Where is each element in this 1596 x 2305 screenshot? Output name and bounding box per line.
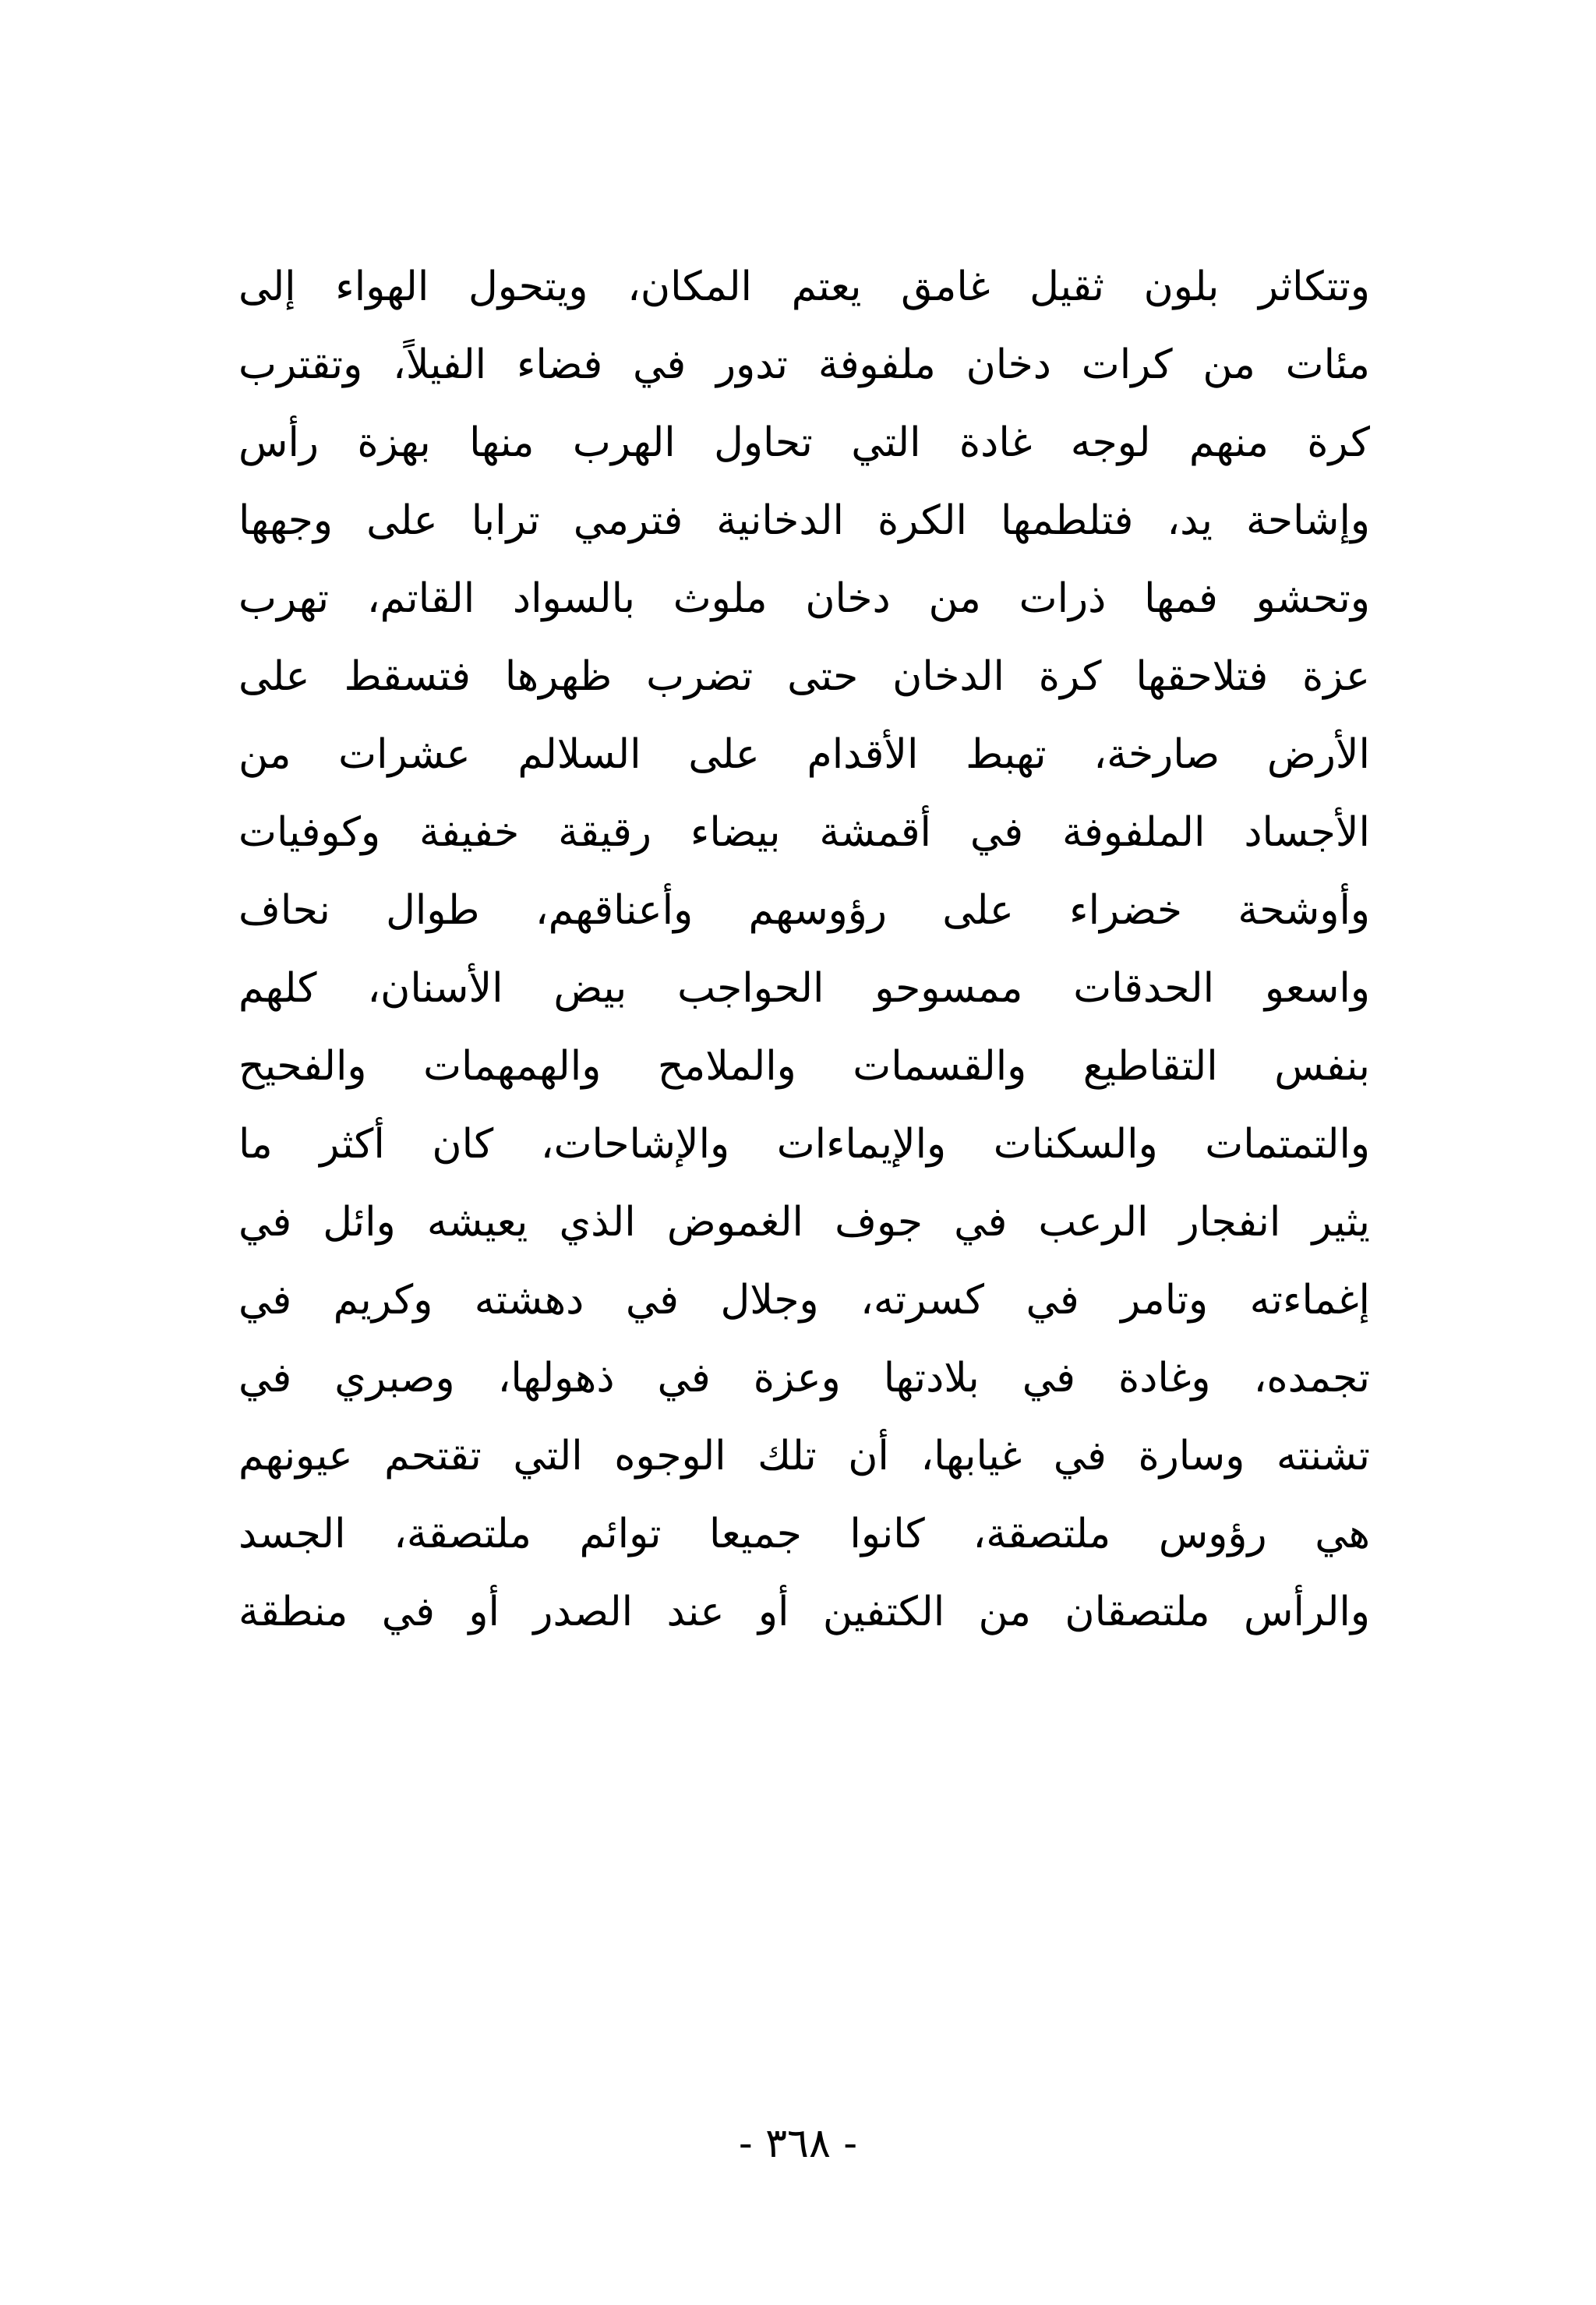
text-line: والتمتمات والسكنات والإيماءات والإشاحات، كان أكثر ما: [238, 1121, 1370, 1168]
text-line: وتحشو فمها ذرات من دخان ملوث بالسواد القاتم، تهرب: [238, 575, 1370, 622]
text-line: تشنته وسارة في غيابها، أن تلك الوجوه التي تقتحم عيونهم: [238, 1433, 1370, 1480]
text-line: وأوشحة خضراء على رؤوسهم وأعناقهم، طوال نحاف: [238, 887, 1370, 934]
text-line: الأرض صارخة، تهبط الأقدام على السلالم عشرات من: [238, 731, 1370, 778]
text-line: واسعو الحدقات ممسوحو الحواجب بيض الأسنان، كلهم: [238, 965, 1370, 1012]
text-line: وتتكاثر بلون ثقيل غامق يعتم المكان، ويتحول الهواء إلى: [238, 263, 1370, 310]
text-line: يثير انفجار الرعب في جوف الغموض الذي يعيشه وائل في: [238, 1199, 1370, 1246]
text-line: بنفس التقاطيع والقسمات والملامح والهمهمات والفحيح: [238, 1043, 1370, 1090]
text-line: تجمده، وغادة في بلادتها وعزة في ذهولها، وصبري في: [238, 1355, 1370, 1402]
body-paragraph: [238, 248, 1370, 1651]
text-line: وإشاحة يد، فتلطمها الكرة الدخانية فترمي ترابا على وجهها: [238, 497, 1370, 544]
text-line: هي رؤوس ملتصقة، كانوا جميعا توائم ملتصقة، الجسد: [238, 1511, 1370, 1557]
text-line: عزة فتلاحقها كرة الدخان حتى تضرب ظهرها فتسقط على: [238, 653, 1370, 700]
page-number: - ٣٦٨ -: [738, 2120, 857, 2167]
text-line: والرأس ملتصقان من الكتفين أو عند الصدر أو في منطقة: [238, 1589, 1370, 1635]
text-line: الأجساد الملفوفة في أقمشة بيضاء رقيقة خفيفة وكوفيات: [238, 809, 1370, 856]
text-line: مئات من كرات دخان ملفوفة تدور في فضاء الفيلاً، وتقترب: [238, 341, 1370, 388]
text-line: كرة منهم لوجه غادة التي تحاول الهرب منها بهزة رأس: [238, 419, 1370, 466]
text-line: إغماءته وتامر في كسرته، وجلال في دهشته وكريم في: [238, 1277, 1370, 1324]
